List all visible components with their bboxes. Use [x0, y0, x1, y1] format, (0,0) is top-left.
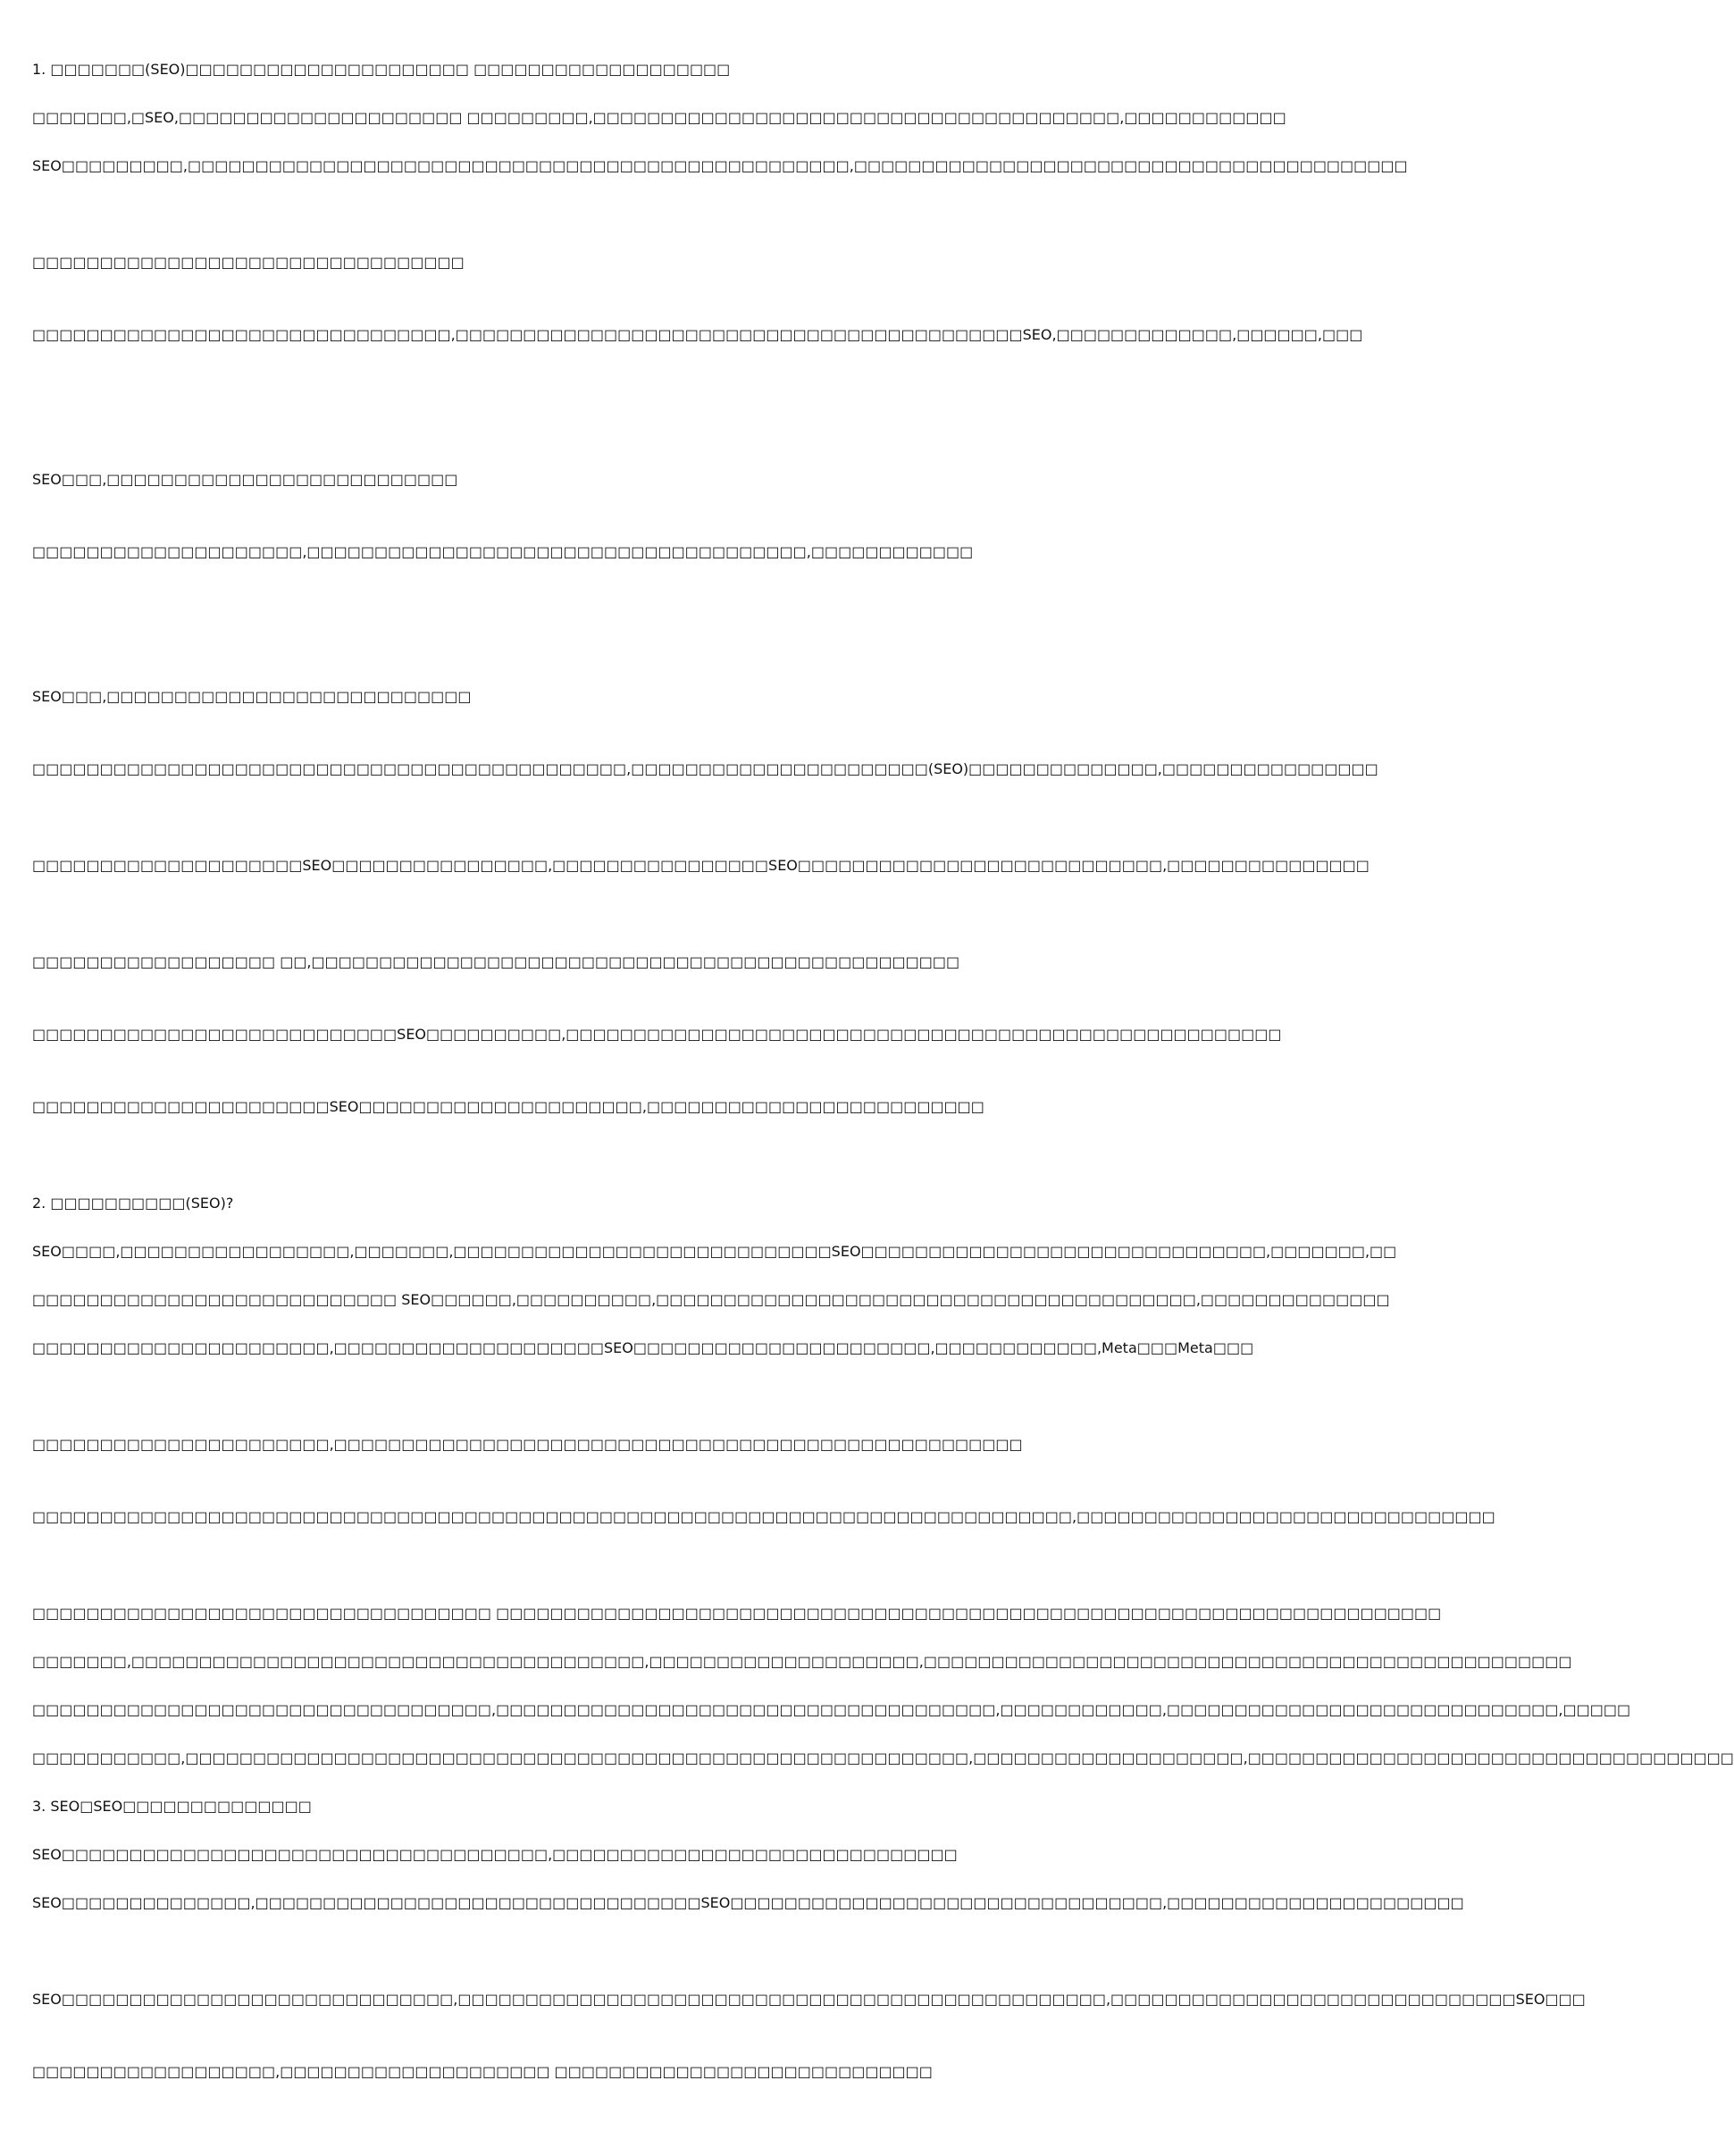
- paragraph: [32, 202, 1363, 395]
- paragraph: [32, 1746, 1734, 1770]
- paragraph-line: □□□□□□□□□□□□□□□□□□□□□□□□□□□□□□□□□□□□□□□□□□□□□□□□□□□□□□□□□□□□□□□□□□□□□□□□□□□□□,□□□□□□□□□□□□□□□□□□□□□□□□□□□□□□□: [32, 1508, 1495, 1525]
- section-heading-2: [32, 1191, 884, 1215]
- paragraph-line: □□□□□□□,□SEO,□□□□□□□□□□□□□□□□□□□□□ □□□□□□□□□,□□□□□□□□□□□□□□□□□□□□□□□□□□□□□□□□□□□□□□□,□□□□□□□□□□□□: [32, 109, 1286, 126]
- paragraph-line: SEO□□□,□□□□□□□□□□□□□□□□□□□□□□□□□□: [32, 471, 458, 488]
- paragraph: [32, 1601, 1442, 1625]
- paragraph: [32, 1384, 1495, 1577]
- paragraph: [32, 1288, 1390, 1312]
- heading-line: 2. □□□□□□□□□□(SEO)?: [32, 1195, 234, 1212]
- paragraph-line: □□□□□□□□□□□□□□□□□□□□□□,□□□□□□□□□□□□□□□□□□□□SEO□□□□□□□□□□□□□□□□□□□□□□,□□□□□□□□□□□□,Meta□□□Meta□□□: [32, 1339, 1254, 1356]
- paragraph: [32, 1239, 1397, 1263]
- paragraph-line: □□□□□□□□□□□□□□□□□□□□,□□□□□□□□□□□□□□□□□□□□□□□□□□□□□□□□□□□□□,□□□□□□□□□□□□: [32, 543, 974, 560]
- paragraph-line: □□□□□□□□□□□,□□□□□□□□□□□□□□□□□□□□□□□□□□□□□□□□□□□□□□□□□□□□□□□□□□□□□□□□□□,□□□□□□□□□□□□□□□□□□□□,□□□□□□□□□□□□□□□□□□□□□□□□□□□□□□□□□□□□: [32, 1749, 1734, 1766]
- paragraph-line: SEO□□□□□□□□□□□□□□□□□□□□□□□□□□□□□,□□□□□□□□□□□□□□□□□□□□□□□□□□□□□□□□□□□□□□□□□□□□□□□□,□□□□□□□□□□□□□□□□□□□□□□□□□□□□□□SEO□□□: [32, 1991, 1586, 2008]
- paragraph: [32, 853, 1370, 877]
- paragraph-line: □□□□□□□□□□□□□□□□□□□□□□□□□□□□□□□□: [32, 254, 465, 271]
- section-heading-1: [32, 57, 884, 81]
- paragraph-line: □□□□□□□,□□□□□□□□□□□□□□□□□□□□□□□□□□□□□□□□□□□□□□,□□□□□□□□□□□□□□□□□□□□,□□□□□□□□□□□□□□□□□□□□□□□□□□□□□□□□□□□□□□□□□□□□□□□□: [32, 1653, 1572, 1670]
- paragraph-line: SEO□□□□□□□□□,□□□□□□□□□□□□□□□□□□□□□□□□□□□□□□□□□□□□□□□□□□□□□□□□□,□□□□□□□□□□□□□□□□□□□□□□□□□□□□□□□□□□□□□□□□□: [32, 157, 1408, 174]
- paragraph: [32, 636, 1378, 829]
- paragraph: [32, 105, 1286, 130]
- paragraph: [32, 902, 1282, 1167]
- heading-line: 3. SEO□SEO□□□□□□□□□□□□□□: [32, 1798, 312, 1815]
- paragraph-line: □□□□□□□□□□□□□□□□□□□□□□□□□□□□□□□□□□ □□□□□□□□□□□□□□□□□□□□□□□□□□□□□□□□□□□□□□□□□□□□□□□□□□□□□□□□□□□□□□□□□□□□□□: [32, 1605, 1442, 1622]
- paragraph: [32, 1842, 958, 1867]
- paragraph-line: □□□□□□□□□□□□□□□□□□□□□□□□□□□ SEO□□□□□□,□□□□□□□□□□,□□□□□□□□□□□□□□□□□□□□□□□□□□□□□□□□□□□□□□□□,□□□□□□□□□□□□□□: [32, 1291, 1390, 1308]
- paragraph: [32, 1939, 1586, 2132]
- paragraph-line: □□□□□□□□□□□□□□□□□□□□□□□□□□□□□□□□□□□□□□□□□□□□,□□□□□□□□□□□□□□□□□□□□□□(SEO)□□□□□□□□□□□□□□,□□□□□□□□□□□□□□□□: [32, 760, 1378, 777]
- heading-line: 1. □□□□□□□(SEO)□□□□□□□□□□□□□□□□□□□□□ □□□□□□□□□□□□□□□□□□□: [32, 61, 731, 78]
- paragraph-line: □□□□□□□□□□□□□□□□□□,□□□□□□□□□□□□□□□□□□□□ □□□□□□□□□□□□□□□□□□□□□□□□□□□□: [32, 2063, 933, 2080]
- paragraph-line: □□□□□□□□□□□□□□□□□□□□□□□□□□□□□□□,□□□□□□□□□□□□□□□□□□□□□□□□□□□□□□□□□□□□□□□□□□SEO,□□□□□□□□□□□□□,□□□□□□,□□□: [32, 326, 1363, 343]
- paragraph-line: SEO□□□□□□□□□□□□□□□□□□□□□□□□□□□□□□□□□□□□,□□□□□□□□□□□□□□□□□□□□□□□□□□□□□□: [32, 1846, 958, 1863]
- paragraph: [32, 1891, 1464, 1915]
- paragraph: [32, 1698, 1631, 1722]
- paragraph-line: □□□□□□□□□□□□□□□□□□□□SEO□□□□□□□□□□□□□□□□,□□□□□□□□□□□□□□□□SEO□□□□□□□□□□□□□□□□□□□□□□□□□□□,□□□□□□□□□□□□□□□: [32, 857, 1370, 874]
- paragraph-line: SEO□□□□□□□□□□□□□□,□□□□□□□□□□□□□□□□□□□□□□□□□□□□□□□□□SEO□□□□□□□□□□□□□□□□□□□□□□□□□□□□□□□□,□□□□□□□□□□□□□□□□□□□□□□: [32, 1894, 1464, 1911]
- document-page: [32, 57, 1734, 2156]
- paragraph: [32, 419, 974, 612]
- paragraph: [32, 154, 1408, 178]
- paragraph-line: SEO□□□□,□□□□□□□□□□□□□□□□□,□□□□□□□,□□□□□□□□□□□□□□□□□□□□□□□□□□□□SEO□□□□□□□□□□□□□□□□□□□□□□□□□□□□□□,□□□□□□□,□□: [32, 1243, 1397, 1260]
- paragraph-line: SEO□□□,□□□□□□□□□□□□□□□□□□□□□□□□□□□: [32, 688, 472, 705]
- paragraph-line: □□□□□□□□□□□□□□□□□□ □□,□□□□□□□□□□□□□□□□□□□□□□□□□□□□□□□□□□□□□□□□□□□□□□□□: [32, 953, 960, 970]
- paragraph-line: □□□□□□□□□□□□□□□□□□□□□□,□□□□□□□□□□□□□□□□□□□□□□□□□□□□□□□□□□□□□□□□□□□□□□□□□□□: [32, 1436, 1023, 1453]
- paragraph-line: □□□□□□□□□□□□□□□□□□□□□□SEO□□□□□□□□□□□□□□□□□□□□□,□□□□□□□□□□□□□□□□□□□□□□□□□: [32, 1098, 984, 1115]
- paragraph-line: □□□□□□□□□□□□□□□□□□□□□□□□□□□□□□□□□□,□□□□□□□□□□□□□□□□□□□□□□□□□□□□□□□□□□□□□,□□□□□□□□□□□□,□□□□□□□□□□□□□□□□□□□□□□□□□□□□□,□□□□□: [32, 1701, 1631, 1718]
- paragraph: [32, 1649, 1572, 1674]
- paragraph-line: □□□□□□□□□□□□□□□□□□□□□□□□□□□SEO□□□□□□□□□□,□□□□□□□□□□□□□□□□□□□□□□□□□□□□□□□□□□□□□□□□□□□□□□□□□□□□□: [32, 1026, 1282, 1043]
- section-heading-3: [32, 1794, 884, 1818]
- paragraph: [32, 1336, 1254, 1360]
